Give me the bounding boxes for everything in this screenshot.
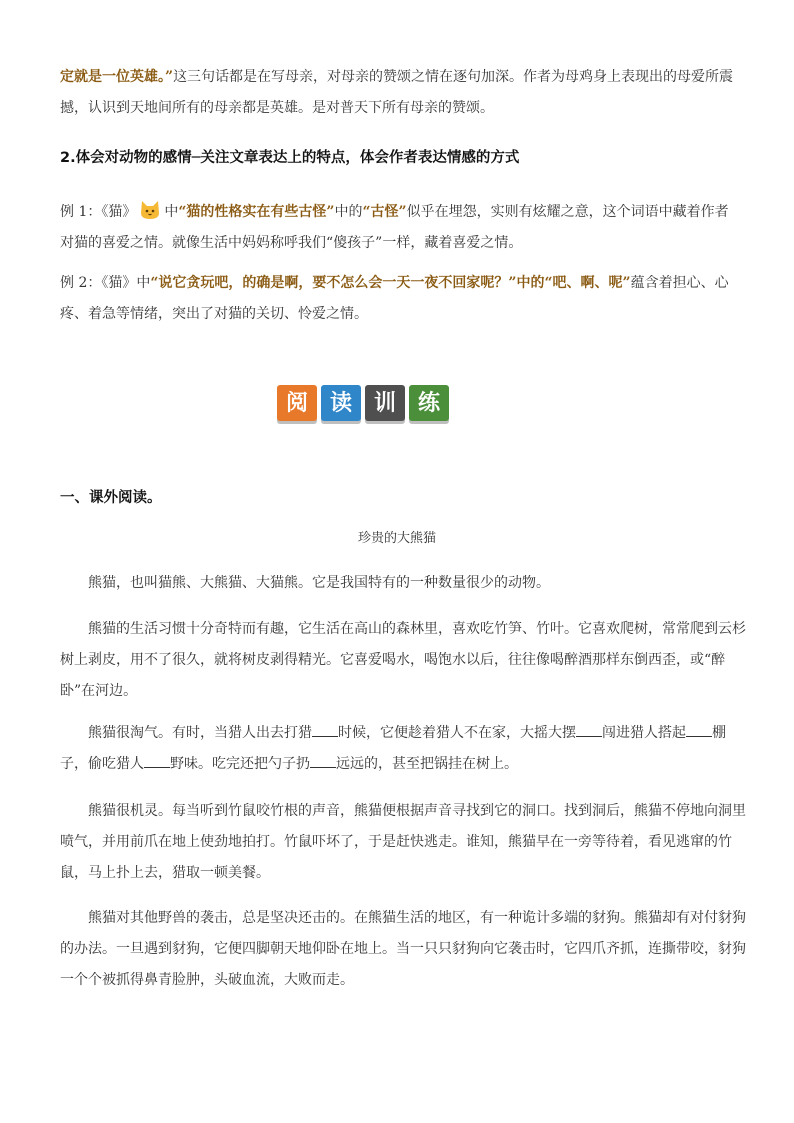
article-title: 珍贵的大熊猫 [357, 531, 436, 546]
highlight-quote: 定就是一位英雄。” [60, 69, 174, 85]
example-1-mid2: 中的 [334, 204, 363, 220]
article-paragraph-3 [60, 718, 748, 780]
example-1-prefix: 例 1：《猫》 [60, 204, 137, 220]
p3-text-a: 熊猫很淘气。有时，当猎人出去打猎 [88, 725, 312, 741]
example-1-word: “古怪” [362, 204, 407, 220]
example-1-quote: “猫的性格实在有些古怪” [178, 204, 335, 220]
section-heading-2: 2.体会对动物的感情─关注文章表达上的特点，体会作者表达情感的方式 [60, 150, 520, 166]
article-paragraph-1: 熊猫，也叫猫熊、大熊猫、大猫熊。它是我国特有的一种数量很少的动物。 [88, 575, 550, 591]
fill-blank-1[interactable] [312, 724, 338, 737]
example-1-text: 似乎在埋怨，实则有炫耀之意，这个词语中藏着作者对猫的喜爱之情。就像生活中妈妈称呼我们“傻孩子”一样，藏着喜爱之情。 [60, 204, 729, 251]
fill-blank-5[interactable] [310, 755, 336, 768]
summary-text: 这三句话都是在写母亲，对母亲的赞颂之情在逐句加深。作者为母鸡身上表现出的母爱所震撼，认识到天地间所有的母亲都是英雄。是对普天下所有母亲的赞颂。 [60, 69, 734, 116]
example-2-prefix: 例 2：《猫》中 [60, 275, 151, 291]
banner-tile-4: 练 [409, 385, 449, 421]
cat-icon [139, 199, 161, 221]
banner-tile-1: 阅 [277, 385, 317, 421]
example-2 [60, 268, 740, 330]
fill-blank-3[interactable] [686, 724, 712, 737]
p3-text-b: 时候，它便趁着猎人不在家，大摇大摆 [338, 725, 576, 741]
p3-text-e: 野味。吃完还把勺子扔 [170, 756, 310, 772]
reading-practice-banner [277, 385, 449, 425]
article-paragraph-2: 熊猫的生活习惯十分奇特而有趣，它生活在高山的森林里，喜欢吃竹笋、竹叶。它喜欢爬树，常常爬到云杉树上剥皮，用不了很久，就将树皮剥得精光。它喜爱喝水，喝饱水以后，往往像喝醉酒那样东倒西歪，或“醉卧”在河边。 [60, 621, 746, 699]
example-1-mid: 中 [164, 204, 179, 220]
section-heading-extracurricular: 一、课外阅读。 [60, 490, 162, 506]
example-1 [60, 197, 740, 259]
p3-text-f: 远远的，甚至把锅挂在树上。 [336, 756, 518, 772]
p3-text-c: 闯进猎人搭起 [602, 725, 686, 741]
summary-paragraph [60, 62, 740, 124]
p3-text-d: 棚子，偷吃猎人 [60, 725, 726, 772]
banner-tile-2: 读 [321, 385, 361, 421]
example-2-text: 蕴含着担心、心疼、着急等情绪，突出了对猫的关切、怜爱之情。 [60, 275, 729, 322]
article-paragraph-4: 熊猫很机灵。每当听到竹鼠咬竹根的声音，熊猫便根据声音寻找到它的洞口。找到洞后，熊猫不停地向洞里喷气，并用前爪在地上使劲地拍打。竹鼠吓坏了，于是赶快逃走。谁知，熊猫早在一旁等待着，看见逃窜的竹鼠，马上扑上去，猎取一顿美餐。 [60, 803, 746, 881]
article-paragraph-5: 熊猫对其他野兽的袭击，总是坚决还击的。在熊猫生活的地区，有一种诡计多端的豺狗。熊猫却有对付豺狗的办法。一旦遇到豺狗，它便四脚朝天地仰卧在地上。当一只只豺狗向它袭击时，它四爪齐抓，连撕带咬，豺狗一个个被抓得鼻青脸肿，头破血流，大败而走。 [60, 910, 746, 988]
fill-blank-4[interactable] [144, 755, 170, 768]
banner-tile-3: 训 [365, 385, 405, 421]
fill-blank-2[interactable] [576, 724, 602, 737]
example-2-quote: “说它贪玩吧，的确是啊，要不怎么会一天一夜不回家呢？”中的“吧、啊、呢” [150, 275, 631, 291]
